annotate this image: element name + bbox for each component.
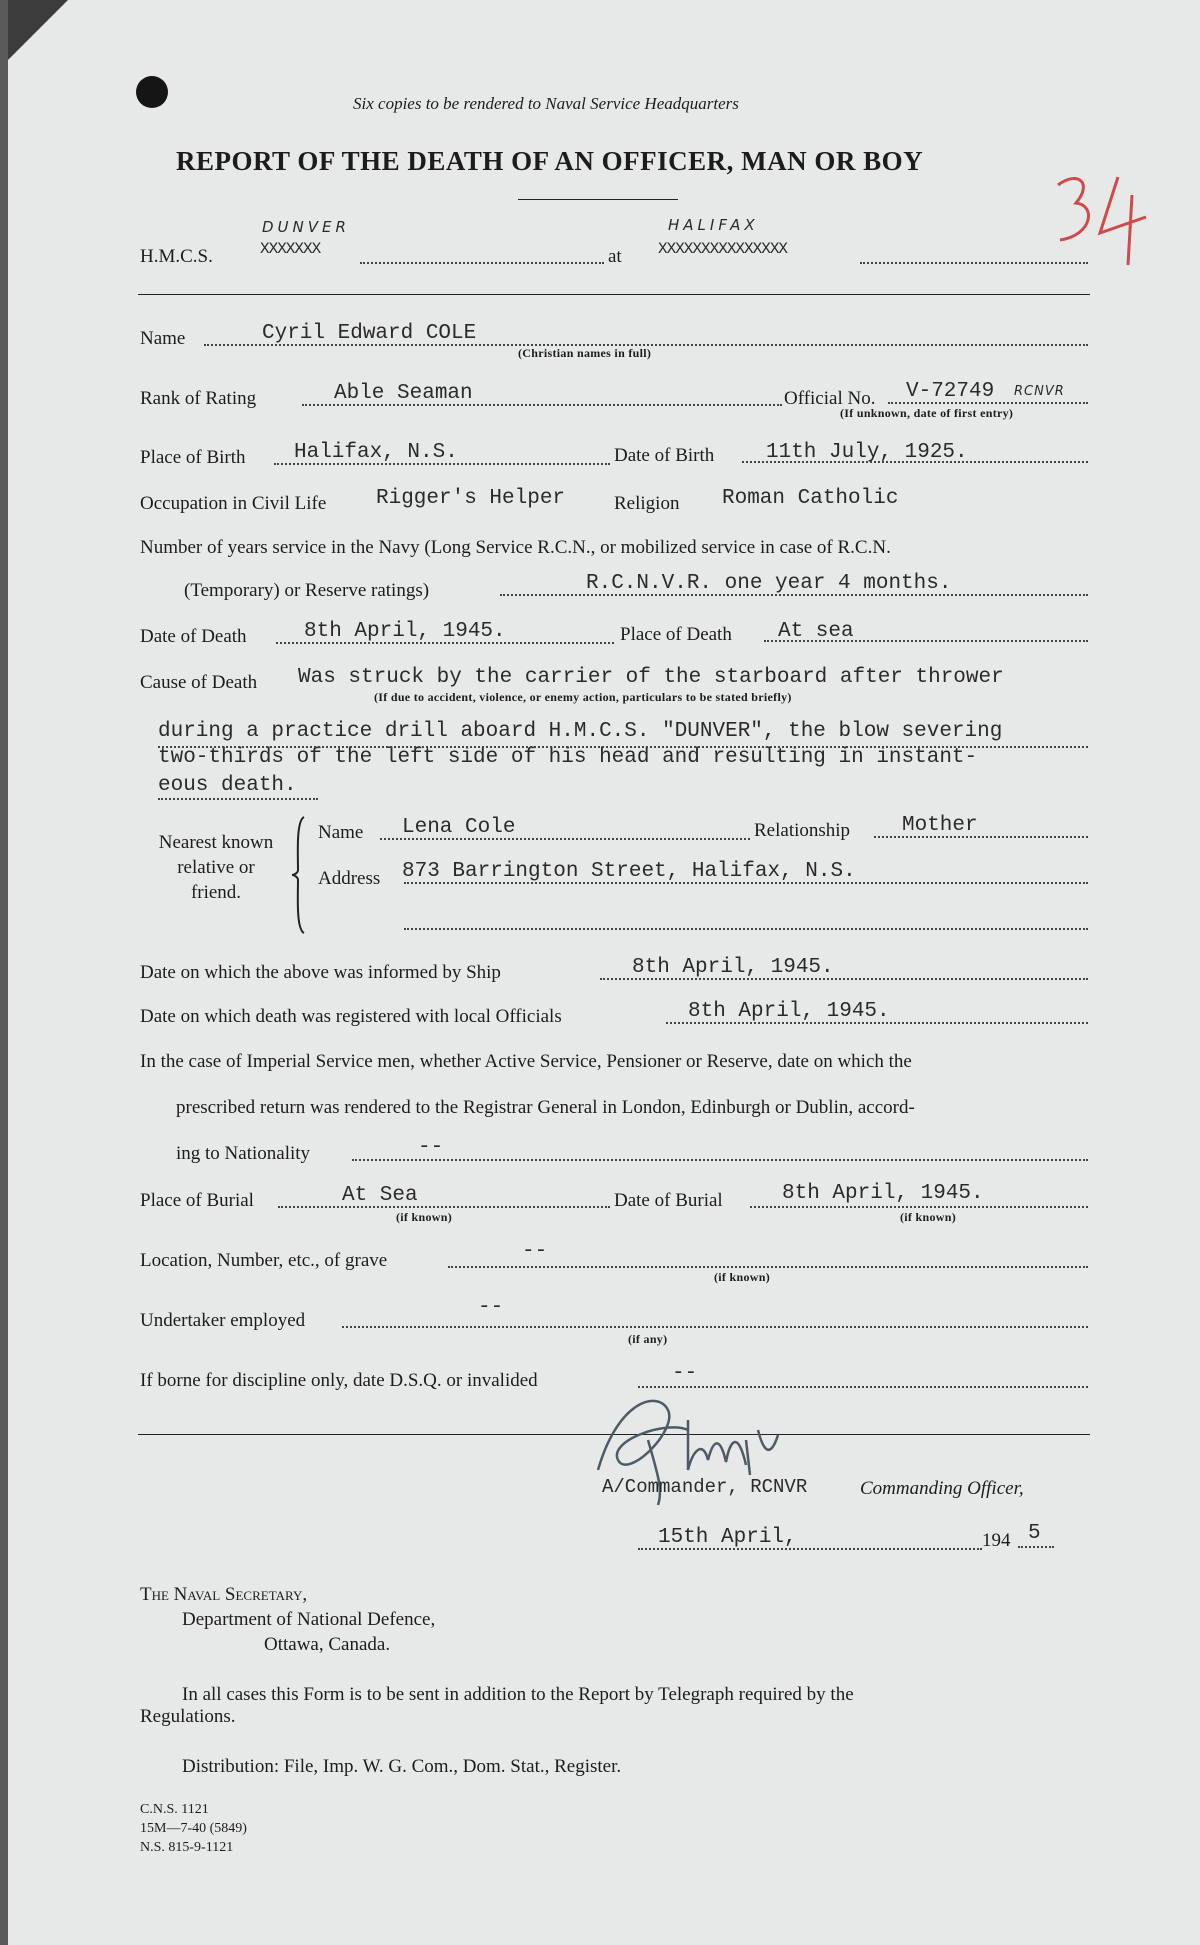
relationship-dots xyxy=(874,836,1088,838)
burial-date-value: 8th April, 1945. xyxy=(782,1182,984,1205)
birth-place-dots xyxy=(274,463,610,465)
cause-dots-4 xyxy=(158,798,318,800)
service-line2: (Temporary) or Reserve ratings) xyxy=(184,580,430,601)
official-suffix: RCNVR xyxy=(1014,384,1065,399)
commander-rank-typed: A/Commander, RCNVR xyxy=(602,1476,808,1498)
burial-date-label: Date of Burial xyxy=(614,1190,723,1211)
undertaker-note: (if any) xyxy=(628,1332,668,1346)
hmcs-label: H.M.C.S. xyxy=(140,246,213,267)
distribution-line: Distribution: File, Imp. W. G. Com., Dom. Stat., Register. xyxy=(182,1756,622,1777)
official-note: (If unknown, date of first entry) xyxy=(840,406,1014,420)
address-value: 873 Barrington Street, Halifax, N.S. xyxy=(402,860,856,883)
registered-dots xyxy=(666,1022,1088,1024)
official-label: Official No. xyxy=(784,388,876,409)
death-place-dots xyxy=(764,640,1088,642)
rank-dots xyxy=(302,404,782,406)
relative-block-label-1: Nearest known xyxy=(158,832,274,853)
service-dots xyxy=(500,594,1088,596)
death-date-value: 8th April, 1945. xyxy=(304,620,506,643)
undertaker-value: -- xyxy=(478,1296,504,1319)
naval-secretary: The Naval Secretary, xyxy=(140,1584,308,1605)
burial-date-dots xyxy=(750,1206,1088,1208)
death-date-dots xyxy=(276,642,614,644)
birth-place-value: Halifax, N.S. xyxy=(294,441,458,464)
instruction-line2: Regulations. xyxy=(140,1706,236,1727)
address-label: Address xyxy=(318,868,381,889)
name-value: Cyril Edward COLE xyxy=(262,322,477,345)
at-dots xyxy=(860,262,1088,264)
cause-note: (If due to accident, violence, or enemy action, particulars to be stated briefly) xyxy=(374,690,792,704)
cause-line3: two-thirds of the left side of his head and resulting in instant- xyxy=(158,746,978,769)
official-value: V-72749 xyxy=(906,380,995,403)
copies-note: Six copies to be rendered to Naval Service Headquarters xyxy=(353,94,739,113)
relative-block-label-2: relative or xyxy=(177,857,255,878)
grave-value: -- xyxy=(522,1240,548,1263)
service-value: R.C.N.V.R. one year 4 months. xyxy=(586,572,952,595)
at-handwritten: HALIFAX xyxy=(668,216,759,234)
discipline-value: -- xyxy=(672,1362,698,1385)
commanding-officer-title: Commanding Officer, xyxy=(860,1478,1024,1499)
header-rule xyxy=(138,294,1090,295)
registered-value: 8th April, 1945. xyxy=(688,1000,890,1023)
imperial-line1: In the case of Imperial Service men, whether Active Service, Pensioner or Reserve, date on which the xyxy=(140,1051,912,1072)
occupation-value: Rigger's Helper xyxy=(376,487,566,510)
burial-place-value: At Sea xyxy=(342,1184,418,1207)
cause-label: Cause of Death xyxy=(140,672,258,693)
instruction-line1: In all cases this Form is to be sent in addition to the Report by Telegraph required by the xyxy=(182,1684,854,1705)
informed-value: 8th April, 1945. xyxy=(632,956,834,979)
relative-block-label-3: friend. xyxy=(190,882,242,903)
red-pencil-annotation xyxy=(1048,165,1158,275)
imperial-value: -- xyxy=(418,1136,444,1159)
relative-name-value: Lena Cole xyxy=(402,816,516,839)
relative-name-dots xyxy=(380,838,750,840)
rank-value: Able Seaman xyxy=(334,382,473,405)
department-line: Department of National Defence, xyxy=(182,1609,436,1630)
form-code-3: N.S. 815-9-1121 xyxy=(140,1840,234,1855)
ottawa-line: Ottawa, Canada. xyxy=(264,1634,391,1655)
discipline-label: If borne for discipline only, date D.S.Q. or invalided xyxy=(140,1370,538,1391)
occupation-label: Occupation in Civil Life xyxy=(140,493,327,514)
birth-date-dots xyxy=(742,461,1088,463)
burial-place-label: Place of Burial xyxy=(140,1190,254,1211)
imperial-line3: ing to Nationality xyxy=(176,1143,311,1164)
name-note: (Christian names in full) xyxy=(518,346,652,360)
signature-date-dots xyxy=(638,1548,982,1550)
relationship-value: Mother xyxy=(902,814,978,837)
signature-date-value: 15th April, xyxy=(658,1526,797,1549)
undertaker-dots xyxy=(342,1326,1088,1328)
burial-place-dots xyxy=(278,1206,610,1208)
ship-handwritten: DUNVER xyxy=(262,218,350,236)
burial-date-note: (if known) xyxy=(900,1210,957,1224)
grave-label: Location, Number, etc., of grave xyxy=(140,1250,388,1271)
informed-dots xyxy=(600,978,1088,980)
address-dots-2 xyxy=(404,928,1088,930)
grave-dots xyxy=(448,1266,1088,1268)
service-line1: Number of years service in the Navy (Long Service R.C.N., or mobilized service in case of R.C.N. xyxy=(140,537,891,558)
form-code-2: 15M—7-40 (5849) xyxy=(140,1821,247,1836)
relative-name-label: Name xyxy=(318,822,364,843)
rank-label: Rank of Rating xyxy=(140,388,257,409)
at-label: at xyxy=(608,246,622,267)
address-dots xyxy=(404,882,1088,884)
death-date-label: Date of Death xyxy=(140,626,247,647)
death-place-value: At sea xyxy=(778,620,854,643)
cause-dots-2 xyxy=(158,746,1088,748)
title-underline xyxy=(518,199,678,200)
undertaker-label: Undertaker employed xyxy=(140,1310,306,1331)
birth-date-label: Date of Birth xyxy=(614,445,715,466)
relationship-label: Relationship xyxy=(754,820,851,841)
birth-place-label: Place of Birth xyxy=(140,447,246,468)
official-dots xyxy=(888,402,1088,404)
grave-note: (if known) xyxy=(714,1270,771,1284)
relative-brace xyxy=(290,815,310,935)
form-code-1: C.N.S. 1121 xyxy=(140,1802,209,1817)
informed-label: Date on which the above was informed by Ship xyxy=(140,962,501,983)
religion-value: Roman Catholic xyxy=(722,487,899,510)
signature-year-suffix: 5 xyxy=(1028,1522,1041,1545)
death-place-label: Place of Death xyxy=(620,624,732,645)
cause-line4: eous death. xyxy=(158,774,297,797)
report-form xyxy=(8,0,1200,1945)
signature-year-prefix: 194 xyxy=(982,1530,1011,1551)
birth-date-value: 11th July, 1925. xyxy=(766,441,968,464)
cause-line1: Was struck by the carrier of the starboard after thrower xyxy=(298,666,1004,689)
name-label: Name xyxy=(140,328,186,349)
at-struck-text: XXXXXXXXXXXXXXX xyxy=(658,240,788,258)
imperial-dots xyxy=(352,1159,1088,1161)
form-title: REPORT OF THE DEATH OF AN OFFICER, MAN OR BOY xyxy=(176,146,924,176)
burial-place-note: (if known) xyxy=(396,1210,453,1224)
imperial-line2: prescribed return was rendered to the Registrar General in London, Edinburgh or Dublin, accord- xyxy=(176,1097,915,1118)
cause-line2: during a practice drill aboard H.M.C.S. "DUNVER", the blow severing xyxy=(158,720,1003,743)
signature-year-dots xyxy=(1018,1546,1054,1548)
registered-label: Date on which death was registered with local Officials xyxy=(140,1006,562,1027)
punch-hole xyxy=(136,76,168,108)
ship-dots xyxy=(360,262,604,264)
folded-corner xyxy=(8,0,68,60)
religion-label: Religion xyxy=(614,493,680,514)
ship-struck-text: XXXXXXX xyxy=(260,240,321,258)
